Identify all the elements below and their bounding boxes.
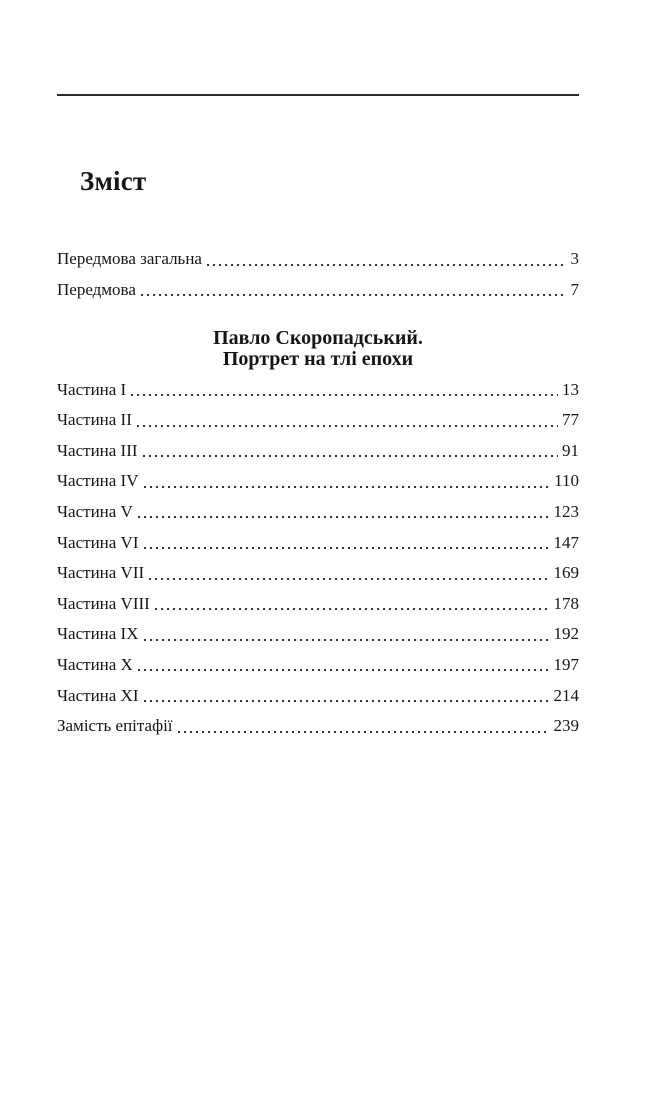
- toc-entry-page: 197: [553, 654, 579, 674]
- toc-entry-label: Частина IX: [57, 624, 139, 644]
- section-heading-line1: Павло Скоропадський.: [213, 326, 423, 349]
- dot-leader: [144, 547, 550, 549]
- section-heading-line2: Портрет на тлі епохи: [222, 347, 414, 370]
- dot-leader: [131, 394, 558, 396]
- toc-entry-page: 147: [553, 532, 579, 552]
- toc-entry: [57, 502, 579, 522]
- dot-leader: [138, 669, 550, 671]
- toc-entry-label: Частина III: [57, 440, 138, 460]
- section-heading: [57, 328, 579, 370]
- dot-leader: [178, 731, 550, 733]
- toc-entry-page: 13: [562, 379, 579, 399]
- toc-entry-label: Передмова: [57, 279, 136, 299]
- toc-entry-label: Передмова загальна: [57, 249, 202, 268]
- toc-entry-label: Частина XI: [57, 685, 139, 705]
- dot-leader: [137, 425, 558, 427]
- dot-leader: [207, 264, 567, 266]
- header-rule: [57, 94, 579, 96]
- toc-entry: [57, 471, 579, 491]
- toc-entry-page: 3: [570, 249, 579, 268]
- toc-entry: [57, 686, 579, 706]
- dot-leader: [138, 516, 550, 518]
- toc-entry-label: Частина VI: [57, 532, 139, 552]
- dot-leader: [149, 578, 549, 580]
- dot-leader: [144, 639, 550, 641]
- toc-entry-label: Частина II: [57, 410, 132, 430]
- dot-leader: [155, 608, 550, 610]
- dot-leader: [141, 294, 567, 296]
- toc-entry: [57, 380, 579, 400]
- page-content: [57, 164, 579, 736]
- toc-entry-page: 192: [553, 624, 579, 644]
- table-of-contents: [57, 249, 579, 736]
- toc-entry-page: 110: [554, 471, 579, 491]
- toc-entry-page: 214: [553, 685, 579, 705]
- toc-entry-label: Частина VIII: [57, 593, 150, 613]
- toc-entry: [57, 563, 579, 583]
- toc-entry-page: 91: [562, 440, 579, 460]
- toc-entry-page: 77: [562, 410, 579, 430]
- toc-entry-label: Замість епітафії: [57, 716, 173, 736]
- toc-entry: [57, 280, 579, 300]
- toc-entry-label: Частина X: [57, 654, 133, 674]
- dot-leader: [144, 486, 551, 488]
- toc-entry: [57, 441, 579, 461]
- toc-entry: [57, 410, 579, 430]
- toc-entry-label: Частина IV: [57, 471, 139, 491]
- toc-entry: [57, 624, 579, 644]
- toc-entry-page: 123: [553, 501, 579, 521]
- book-page: [0, 94, 658, 1118]
- toc-entry: [57, 594, 579, 614]
- toc-entry-page: 239: [553, 716, 579, 736]
- toc-entry: [57, 655, 579, 675]
- dot-leader: [143, 455, 558, 457]
- toc-entry-page: 7: [570, 279, 579, 299]
- toc-entry-label: Частина VII: [57, 563, 145, 583]
- toc-entry-label: Частина I: [57, 379, 127, 399]
- toc-entry: [57, 716, 579, 736]
- dot-leader: [144, 700, 550, 702]
- toc-entry: [57, 249, 579, 269]
- toc-entry-page: 178: [553, 593, 579, 613]
- toc-entry-page: 169: [553, 563, 579, 583]
- toc-entry-label: Частина V: [57, 501, 133, 521]
- page-title: Зміст: [80, 166, 147, 196]
- toc-entry: [57, 533, 579, 553]
